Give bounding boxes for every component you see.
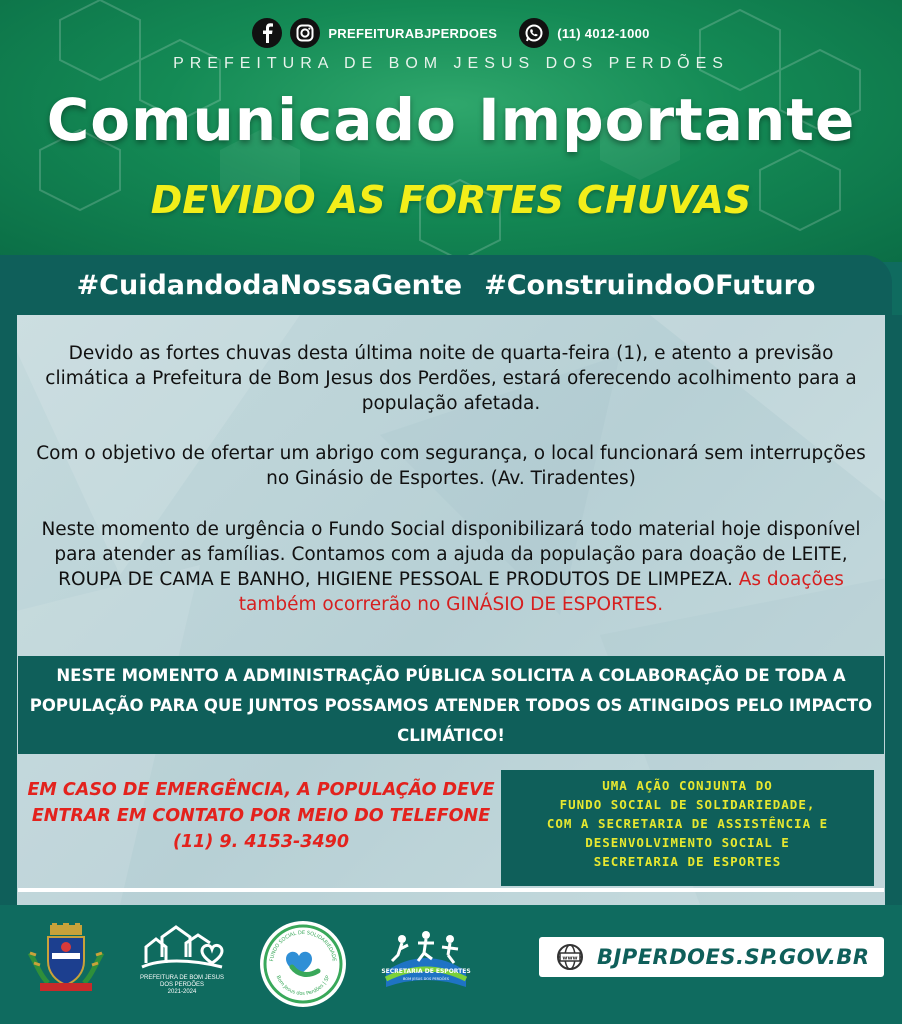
phone-number: (11) 4012-1000 — [557, 25, 650, 41]
hashtag-cuidando: #CuidandodaNossaGente — [76, 269, 463, 301]
frame-right — [885, 315, 902, 905]
paragraph-doacoes — [30, 517, 872, 617]
esportes-logo-text: SECRETARIA DE ESPORTES — [381, 968, 471, 975]
city-name: PREFEITURA DE BOM JESUS DOS PERDÕES — [173, 55, 729, 72]
paragraph-acolhimento: Devido as fortes chuvas desta última noite de quarta-feira (1), e atento a previsão climática a Prefeitura de Bom Jesus dos Perdões, estará oferecendo acolhimento para a população afetada. — [45, 343, 857, 414]
fundo-social-ring-text: FUNDO SOCIAL DE SOLIDARIEDADE — [269, 929, 337, 962]
paragraph-doacoes-text: Neste momento de urgência o Fundo Social disponibilizará todo material hoje disponível para atender as famílias. Contamos com a ajuda da população para doação de LEITE, ROUPA DE CAMA E BANHO, HIGIENE PESSOAL E PRODUTOS DE LIMPEZA. — [41, 519, 861, 590]
joint-line-3: COM A SECRETARIA DE ASSISTÊNCIA E — [546, 816, 829, 831]
emergency-phone: (11) 9. 4153-3490 — [172, 832, 350, 852]
social-handle: PREFEITURABJPERDOES — [328, 25, 498, 41]
esportes-logo-city: BOM JESUS DOS PERDÕES — [402, 977, 450, 981]
coat-of-arms-logo — [26, 923, 106, 995]
header-banner — [0, 0, 902, 262]
divider-line — [18, 888, 884, 892]
website-link[interactable] — [539, 937, 884, 977]
solicit-banner: NESTE MOMENTO A ADMINISTRAÇÃO PÚBLICA SOLICITA A COLABORAÇÃO DE TODA A POPULAÇÃO PARA QUE JUNTOS POSSAMOS ATENDER TODOS OS ATINGIDOS PELO IMPACTO CLIMÁTICO! — [18, 656, 884, 754]
whatsapp-icon[interactable] — [519, 18, 549, 48]
prefeitura-logo — [140, 923, 224, 973]
page-title: Comunicado Importante — [46, 86, 856, 154]
hashtag-bar — [0, 255, 892, 315]
joint-line-5: SECRETARIA DE ESPORTES — [593, 854, 782, 869]
emergency-notice — [22, 777, 500, 855]
paragraph-abrigo: Com o objetivo de ofertar um abrigo com segurança, o local funcionará sem interrupções no Ginásio de Esportes. (Av. Tiradentes) — [36, 443, 866, 489]
fundo-social-city-text: Bom Jesus dos Perdões | SP — [274, 974, 332, 998]
svg-text:www: www — [562, 955, 578, 962]
facebook-icon[interactable] — [252, 18, 282, 48]
page-subtitle: DEVIDO AS FORTES CHUVAS — [150, 178, 752, 222]
message-panel — [0, 315, 902, 905]
prefeitura-logo-caption — [134, 975, 230, 996]
joint-line-4: DESENVOLVIMENTO SOCIAL E — [585, 835, 790, 850]
paragraph-doacoes-highlight: As doações também ocorrerão no GINÁSIO DE ESPORTES. — [238, 569, 844, 615]
joint-line-2: FUNDO SOCIAL DE SOLIDARIEDADE, — [559, 797, 816, 812]
fundo-social-logo — [258, 919, 348, 1009]
globe-icon — [553, 940, 587, 974]
footer — [0, 905, 902, 1024]
website-url: BJPERDOES.SP.GOV.BR — [597, 945, 870, 969]
emergency-text: EM CASO DE EMERGÊNCIA, A POPULAÇÃO DEVE ENTRAR EM CONTATO POR MEIO DO TELEFONE — [27, 780, 495, 826]
prefeitura-caption-text: PREFEITURA DE BOM JESUS DOS PERDÕES — [139, 975, 224, 988]
instagram-icon[interactable] — [290, 18, 320, 48]
frame-left — [0, 315, 17, 905]
joint-line-1: UMA AÇÃO CONJUNTA DO — [602, 778, 773, 793]
secretaria-esportes-logo — [380, 925, 472, 995]
joint-action-box — [501, 770, 874, 886]
social-row — [0, 18, 902, 48]
hashtag-construindo: #ConstruindoOFuturo — [484, 269, 816, 301]
prefeitura-caption-years: 2021-2024 — [167, 989, 197, 995]
